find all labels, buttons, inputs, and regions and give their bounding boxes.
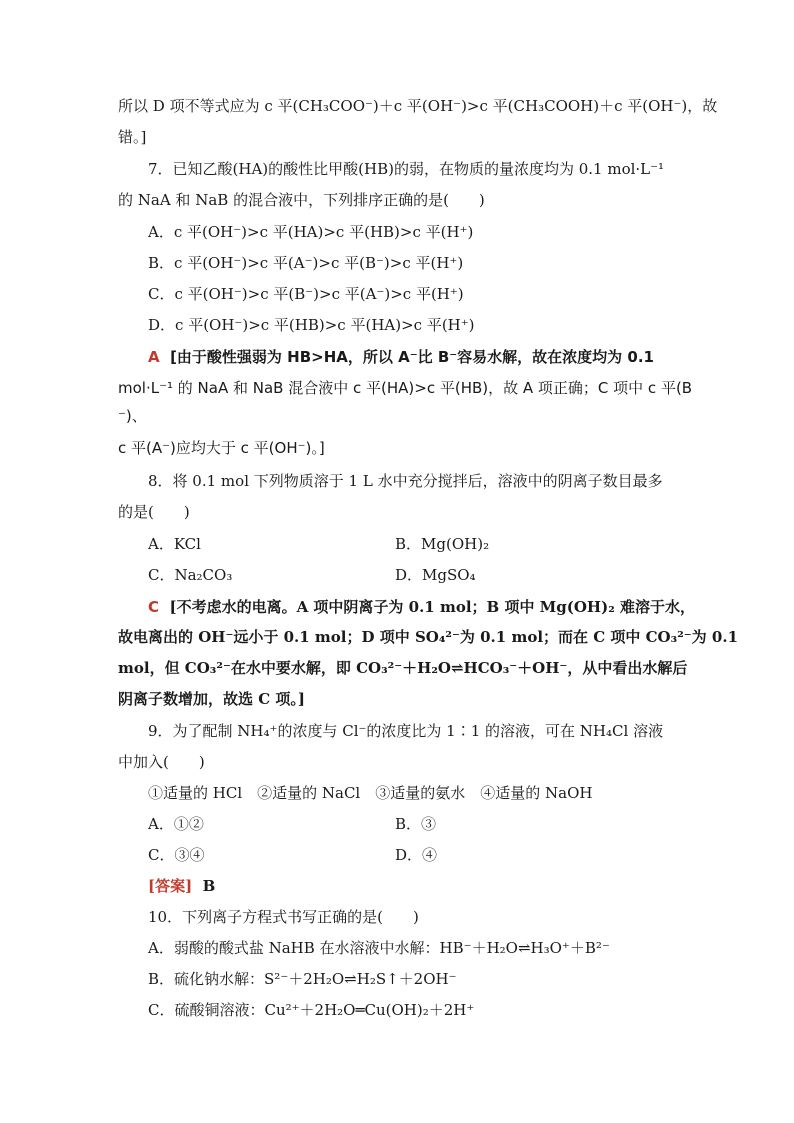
q9-answer — [148, 875, 215, 897]
q7-option-a: A．c 平(OH⁻)>c 平(HA)>c 平(HB)>c 平(H⁺) — [148, 223, 474, 241]
q8-answer-line-2: 故电离出的 OH⁻远小于 0.1 mol；D 项中 SO₄²⁻为 0.1 mol；而在 C 项中 CO₃²⁻为 0.1 — [118, 628, 739, 646]
q9-stem-line-1: 9．为了配制 NH₄⁺的浓度与 Cl⁻的浓度比为 1∶1 的溶液，可在 NH₄Cl 溶液 — [148, 722, 664, 740]
q9-items: ①适量的 HCl ②适量的 NaCl ③适量的氨水 ④适量的 NaOH — [148, 784, 593, 802]
q8-answer-line-3: mol，但 CO₃²⁻在水中要水解，即 CO₃²⁻＋H₂O⇌HCO₃⁻＋OH⁻，从中看出水解后 — [118, 659, 688, 677]
q7-answer-line-3: ⁻)、 — [118, 407, 147, 425]
q7-stem-line-1: 7．已知乙酸(HA)的酸性比甲酸(HB)的弱，在物质的量浓度均为 0.1 mol·L⁻¹ — [148, 160, 665, 178]
q10-option-c: C．硫酸铜溶液：Cu²⁺＋2H₂O═Cu(OH)₂＋2H⁺ — [148, 1001, 475, 1019]
q8-answer-line-4: 阴离子数增加，故选 C 项。] — [118, 690, 305, 708]
q8-answer-letter: C — [148, 598, 160, 616]
q7-option-c: C．c 平(OH⁻)>c 平(B⁻)>c 平(A⁻)>c 平(H⁺) — [148, 285, 464, 303]
q9-answer-value: B — [202, 877, 216, 895]
q9-stem-line-2: 中加入( ) — [118, 753, 205, 771]
q10-option-a: A．弱酸的酸式盐 NaHB 在水溶液中水解：HB⁻＋H₂O⇌H₃O⁺＋B²⁻ — [148, 939, 610, 957]
q7-option-d: D．c 平(OH⁻)>c 平(HB)>c 平(HA)>c 平(H⁺) — [148, 316, 475, 334]
answer-tag: [答案] — [148, 877, 193, 895]
q9-option-d: D．④ — [395, 846, 438, 864]
q7-answer-line-2: mol·L⁻¹ 的 NaA 和 NaB 混合液中 c 平(HA)>c 平(HB)，故 A 项正确；C 项中 c 平(B — [118, 379, 693, 397]
q8-answer-text-1: [不考虑水的电离。A 项中阴离子为 0.1 mol；B 项中 Mg(OH)₂ 难溶于水， — [169, 598, 695, 616]
q9-option-b: B．③ — [395, 815, 437, 833]
q8-stem-line-2: 的是( ) — [118, 503, 190, 521]
q9-option-c: C．③④ — [148, 846, 205, 864]
q8-option-a: A．KCl — [148, 535, 201, 553]
q7-answer-line-1 — [148, 346, 654, 368]
q7-answer-text-1: [由于酸性强弱为 HB>HA，所以 A⁻比 B⁻容易水解，故在浓度均为 0.1 — [170, 348, 654, 366]
q8-option-c: C．Na₂CO₃ — [148, 566, 233, 584]
q9-option-a: A．①② — [148, 815, 204, 833]
q10-stem: 10．下列离子方程式书写正确的是( ) — [148, 908, 419, 926]
q7-option-b: B．c 平(OH⁻)>c 平(A⁻)>c 平(B⁻)>c 平(H⁺) — [148, 254, 464, 272]
q8-option-d: D．MgSO₄ — [395, 566, 476, 584]
q10-option-b: B．硫化钠水解：S²⁻＋2H₂O⇌H₂S↑＋2OH⁻ — [148, 970, 457, 988]
q8-stem-line-1: 8．将 0.1 mol 下列物质溶于 1 L 水中充分搅拌后，溶液中的阴离子数目最多 — [148, 472, 663, 490]
q7-answer-line-4: c 平(A⁻)应均大于 c 平(OH⁻)。] — [118, 439, 325, 457]
q7-stem-line-2: 的 NaA 和 NaB 的混合液中，下列排序正确的是( ) — [118, 191, 485, 209]
prev-answer-line-2: 错。] — [118, 128, 147, 146]
prev-answer-line-1: 所以 D 项不等式应为 c 平(CH₃COO⁻)＋c 平(OH⁻)>c 平(CH₃COOH)＋c 平(OH⁻)，故 — [118, 97, 718, 115]
q7-answer-letter: A — [148, 348, 160, 366]
q8-answer-line-1 — [148, 596, 695, 618]
q8-option-b: B．Mg(OH)₂ — [395, 535, 490, 553]
